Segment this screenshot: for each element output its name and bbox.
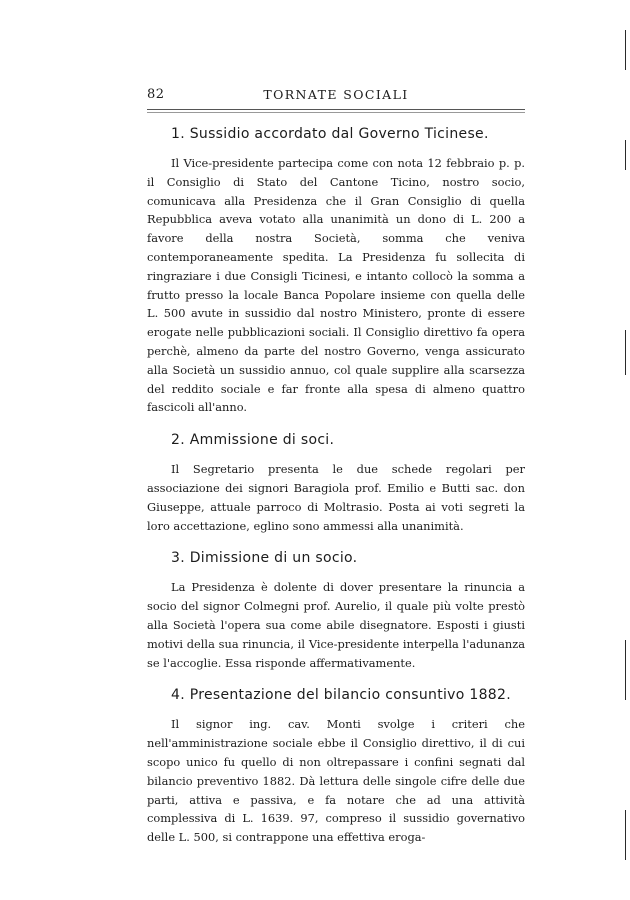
- scan-edge-mark: [625, 30, 626, 70]
- section-paragraph-4: Il signor ing. cav. Monti svolge i criteri che nell'amministrazione sociale ebbe il Consiglio direttivo, il di cui scopo unico fu quello di non oltrepassare i confini segnati dal bilancio preventivo 1882. Dà lettura delle singole cifre delle due parti, attiva e passiva, e fa notare che ad una attività complessiva di L. 1639. 97, compreso il sussidio governativo delle L. 500, si contrappone una effettiva eroga-: [147, 717, 525, 845]
- section-heading-4: 4. Presentazione del bilancio consuntivo 1882.: [171, 687, 511, 704]
- section-paragraph-2: Il Segretario presenta le due schede regolari per associazione dei signori Baragiola prof. Emilio e Butti sac. don Giuseppe, attuale parroco di Moltrasio. Posta ai voti segreti la loro accettazione, eglino sono ammessi alla unanimità.: [147, 462, 525, 533]
- header-rule-thin: [147, 112, 525, 113]
- scan-edge-mark: [625, 640, 626, 700]
- page-header: [147, 87, 525, 109]
- scan-edge-mark: [625, 330, 626, 375]
- section-heading-1: 1. Sussidio accordato dal Governo Ticinese.: [171, 126, 489, 142]
- header-rule: [147, 109, 525, 110]
- section-heading-2: 2. Ammissione di soci.: [171, 432, 335, 449]
- section-heading-3: 3. Dimissione di un socio.: [171, 550, 358, 567]
- page-number: 82: [147, 87, 165, 102]
- section-paragraph-3: La Presidenza è dolente di dover presentare la rinuncia a socio del signor Colmegni prof. Aurelio, il quale più volte prestò alla Società l'opera sua come abile disegnatore. Esposti i giusti motivi della sua rinuncia, il Vice-presidente interpella l'adunanza se l'accoglie. Essa risponde affermativamente.: [147, 580, 525, 670]
- scan-edge-mark: [625, 140, 626, 170]
- page-body: [147, 124, 525, 847]
- running-title: TORNATE SOCIALI: [263, 87, 409, 102]
- scan-edge-mark: [625, 810, 626, 860]
- section-paragraph-1: Il Vice-presidente partecipa come con nota 12 febbraio p. p. il Consiglio di Stato del Cantone Ticino, nostro socio, comunicava alla Presidenza che il Gran Consiglio di quella Repubblica aveva votato alla unanimità un dono di L. 200 a favore della nostra Società, somma che veniva contemporaneamente spedita. La Presidenza fu sollecita di ringraziare i due Consigli Ticinesi, e intanto collocò la somma a frutto presso la locale Banca Popolare insieme con quella delle L. 500 avute in sussidio dal nostro Ministero, pronte di essere erogate nelle pubblicazioni sociali. Il Consiglio direttivo fa opera perchè, almeno da parte del nostro Governo, venga assicurato alla Società un sussidio annuo, col quale supplire alla scarsezza del reddito sociale e far fronte alla spesa di almeno quattro fascicoli all'anno.: [147, 156, 525, 415]
